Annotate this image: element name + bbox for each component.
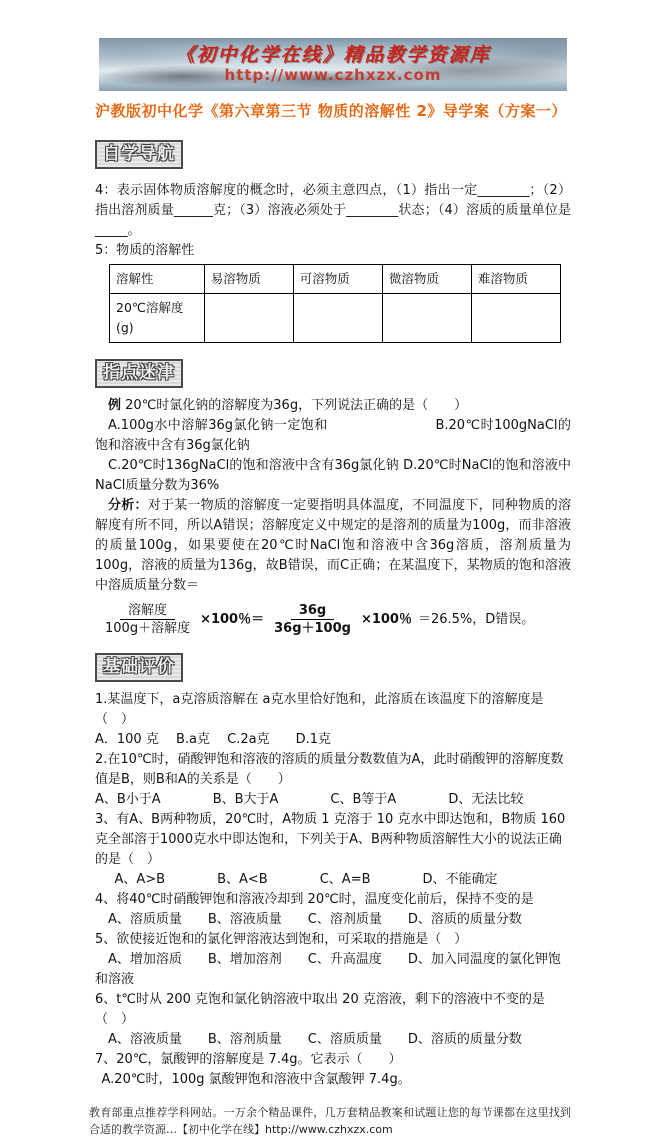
section-header-self-study: 自学导航 — [95, 140, 183, 169]
formula-multiply-equals: ×100％＝ — [200, 611, 265, 627]
question-5 — [95, 930, 571, 990]
formula-fraction-2 — [270, 602, 355, 637]
solubility-table — [109, 264, 561, 343]
analysis-text: 对于某一物质的溶解度一定要指明具体温度，不同温度下，同种物质的溶解度有所不同，所以A错误；溶解度定义中规定的是溶剂的质量为100g，而非溶液的质量100g，如果要使在20℃时NaCl饱和溶液中含36g溶质，溶剂质量为100g，溶液的质量为136g，故B错误，而C正确；在某温度下，某物质的饱和溶液中溶质质量分数＝ — [95, 498, 571, 593]
table-cell-blank — [471, 294, 560, 343]
self-study-item4: 4：表示固体物质溶解度的概念时，必须主意四点，（1）指出一定________；（2）指出溶剂质量______克；（3）溶液必须处于________状态；（4）溶质的质量单位是_____。 — [95, 183, 571, 238]
fraction-2-denominator: 36g＋100g — [274, 621, 351, 636]
footer-url-link[interactable]: http://www.czhxzx.com — [265, 1123, 393, 1136]
table-header-solubility: 溶解性 — [110, 265, 205, 294]
example-question-text: 20℃时氯化钠的溶解度为36g，下列说法正确的是（ ） — [121, 398, 468, 413]
banner-site-url-link[interactable]: http://www.czhxzx.com — [224, 66, 442, 84]
fraction-1-denominator: 100g＋溶解度 — [105, 621, 191, 636]
question-1-options: A．100 克 B.a克 C.2a克 D.1克 — [95, 732, 331, 747]
table-header-insoluble: 难溶物质 — [471, 265, 560, 294]
fraction-1-numerator: 溶解度 — [120, 602, 175, 620]
example-options-cd: C.20℃时136gNaCl的饱和溶液中含有36g氯化钠 D.20℃时NaCl的饱和溶液中NaCl质量分数为36% — [95, 458, 571, 493]
section-basic-eval — [95, 653, 571, 682]
question-4-options: A、溶质质量 B、溶液质量 C、溶剂质量 D、溶质的质量分数 — [108, 912, 522, 927]
formula-result: ＝26.5%，D错误。 — [417, 611, 535, 627]
question-6-options: A、溶液质量 B、溶剂质量 C、溶质质量 D、溶质的质量分数 — [108, 1032, 522, 1047]
question-3-text: 3、有A、B两种物质，20℃时，A物质 1 克溶于 10 克水中即达饱和，B物质 160 克全部溶于1000克水中即达饱和，下列关于A、B两种物质溶解性大小的说法正确的是（ ） — [95, 812, 566, 867]
question-4 — [95, 890, 571, 930]
question-5-options: A、增加溶质 B、增加溶剂 C、升高温度 D、加入同温度的氯化钾饱和溶液 — [95, 952, 561, 987]
footer-note — [89, 1104, 571, 1138]
question-7-text: 7、20℃，氯酸钾的溶解度是 7.4g。它表示（ ） — [95, 1052, 402, 1067]
section-tips — [95, 359, 571, 388]
question-3-options: A、A>B B、A<B C、A=B D、不能确定 — [114, 872, 498, 887]
example-question — [95, 396, 571, 416]
banner-text-block — [99, 38, 567, 91]
formula-multiply: ×100％ — [360, 611, 412, 627]
question-1-text: 1.某温度下，a克溶质溶解在 a克水里恰好饱和，此溶质在该温度下的溶解度是（ ） — [95, 692, 544, 727]
question-2-options: A、B小于A B、B大于A C、B等于A D、无法比较 — [95, 792, 524, 807]
fraction-2-numerator: 36g — [291, 602, 334, 620]
table-header-slightly-soluble: 微溶物质 — [382, 265, 471, 294]
question-2-text: 2.在10℃时，硝酸钾饱和溶液的溶质的质量分数数值为A，此时硝酸钾的溶解度数值是B，则B和A的关系是（ ） — [95, 752, 564, 787]
question-5-text: 5、欲使接近饱和的氯化钾溶液达到饱和，可采取的措施是（ ） — [95, 932, 468, 947]
example-label: 例 — [108, 398, 122, 413]
footer-text: 教育部重点推荐学科网站。一万余个精品课件，几万套精品教案和试题让您的每节课都在这里找到合适的教学资源…【初中化学在线】 — [89, 1106, 571, 1136]
example-options-ab: A.100g水中溶解36g氯化钠一定饱和 B.20℃时100gNaCl的饱和溶液中含有36g氯化钠 — [95, 418, 571, 453]
document-title: 沪教版初中化学《第六章第三节 物质的溶解性 2》导学案（方案一） — [95, 102, 567, 120]
solubility-mass-fraction-formula — [101, 602, 571, 637]
question-6-text: 6、t℃时从 200 克饱和氯化钠溶液中取出 20 克溶液，剩下的溶液中不变的是（ ） — [95, 992, 545, 1027]
question-3 — [95, 810, 571, 890]
analysis-label: 分析： — [108, 498, 148, 513]
question-4-text: 4、将40℃时硝酸钾饱和溶液冷却到 20℃时，温度变化前后，保持不变的是 — [95, 892, 534, 907]
section-header-basic-eval: 基础评价 — [95, 653, 183, 682]
question-7 — [95, 1050, 571, 1090]
self-study-item5-label: 5：物质的溶解性 — [95, 243, 195, 258]
question-2 — [95, 750, 571, 810]
banner-site-name: 《初中化学在线》精品教学资源库 — [175, 44, 491, 66]
formula-fraction-1 — [101, 602, 194, 637]
section-header-tips: 指点迷津 — [95, 359, 183, 388]
table-header-soluble: 可溶物质 — [293, 265, 382, 294]
table-row-label: 20℃溶解度(g) — [110, 294, 205, 343]
question-1 — [95, 690, 571, 750]
section-self-study — [95, 140, 571, 169]
question-7-options: A.20℃时，100g 氯酸钾饱和溶液中含氯酸钾 7.4g。 — [101, 1072, 411, 1087]
example-analysis — [95, 496, 571, 596]
table-cell-blank — [293, 294, 382, 343]
table-row — [110, 294, 561, 343]
table-header-row — [110, 265, 561, 294]
site-banner-image — [99, 38, 567, 91]
table-header-easily-soluble: 易溶物质 — [204, 265, 293, 294]
table-cell-blank — [382, 294, 471, 343]
table-cell-blank — [204, 294, 293, 343]
question-6 — [95, 990, 571, 1050]
